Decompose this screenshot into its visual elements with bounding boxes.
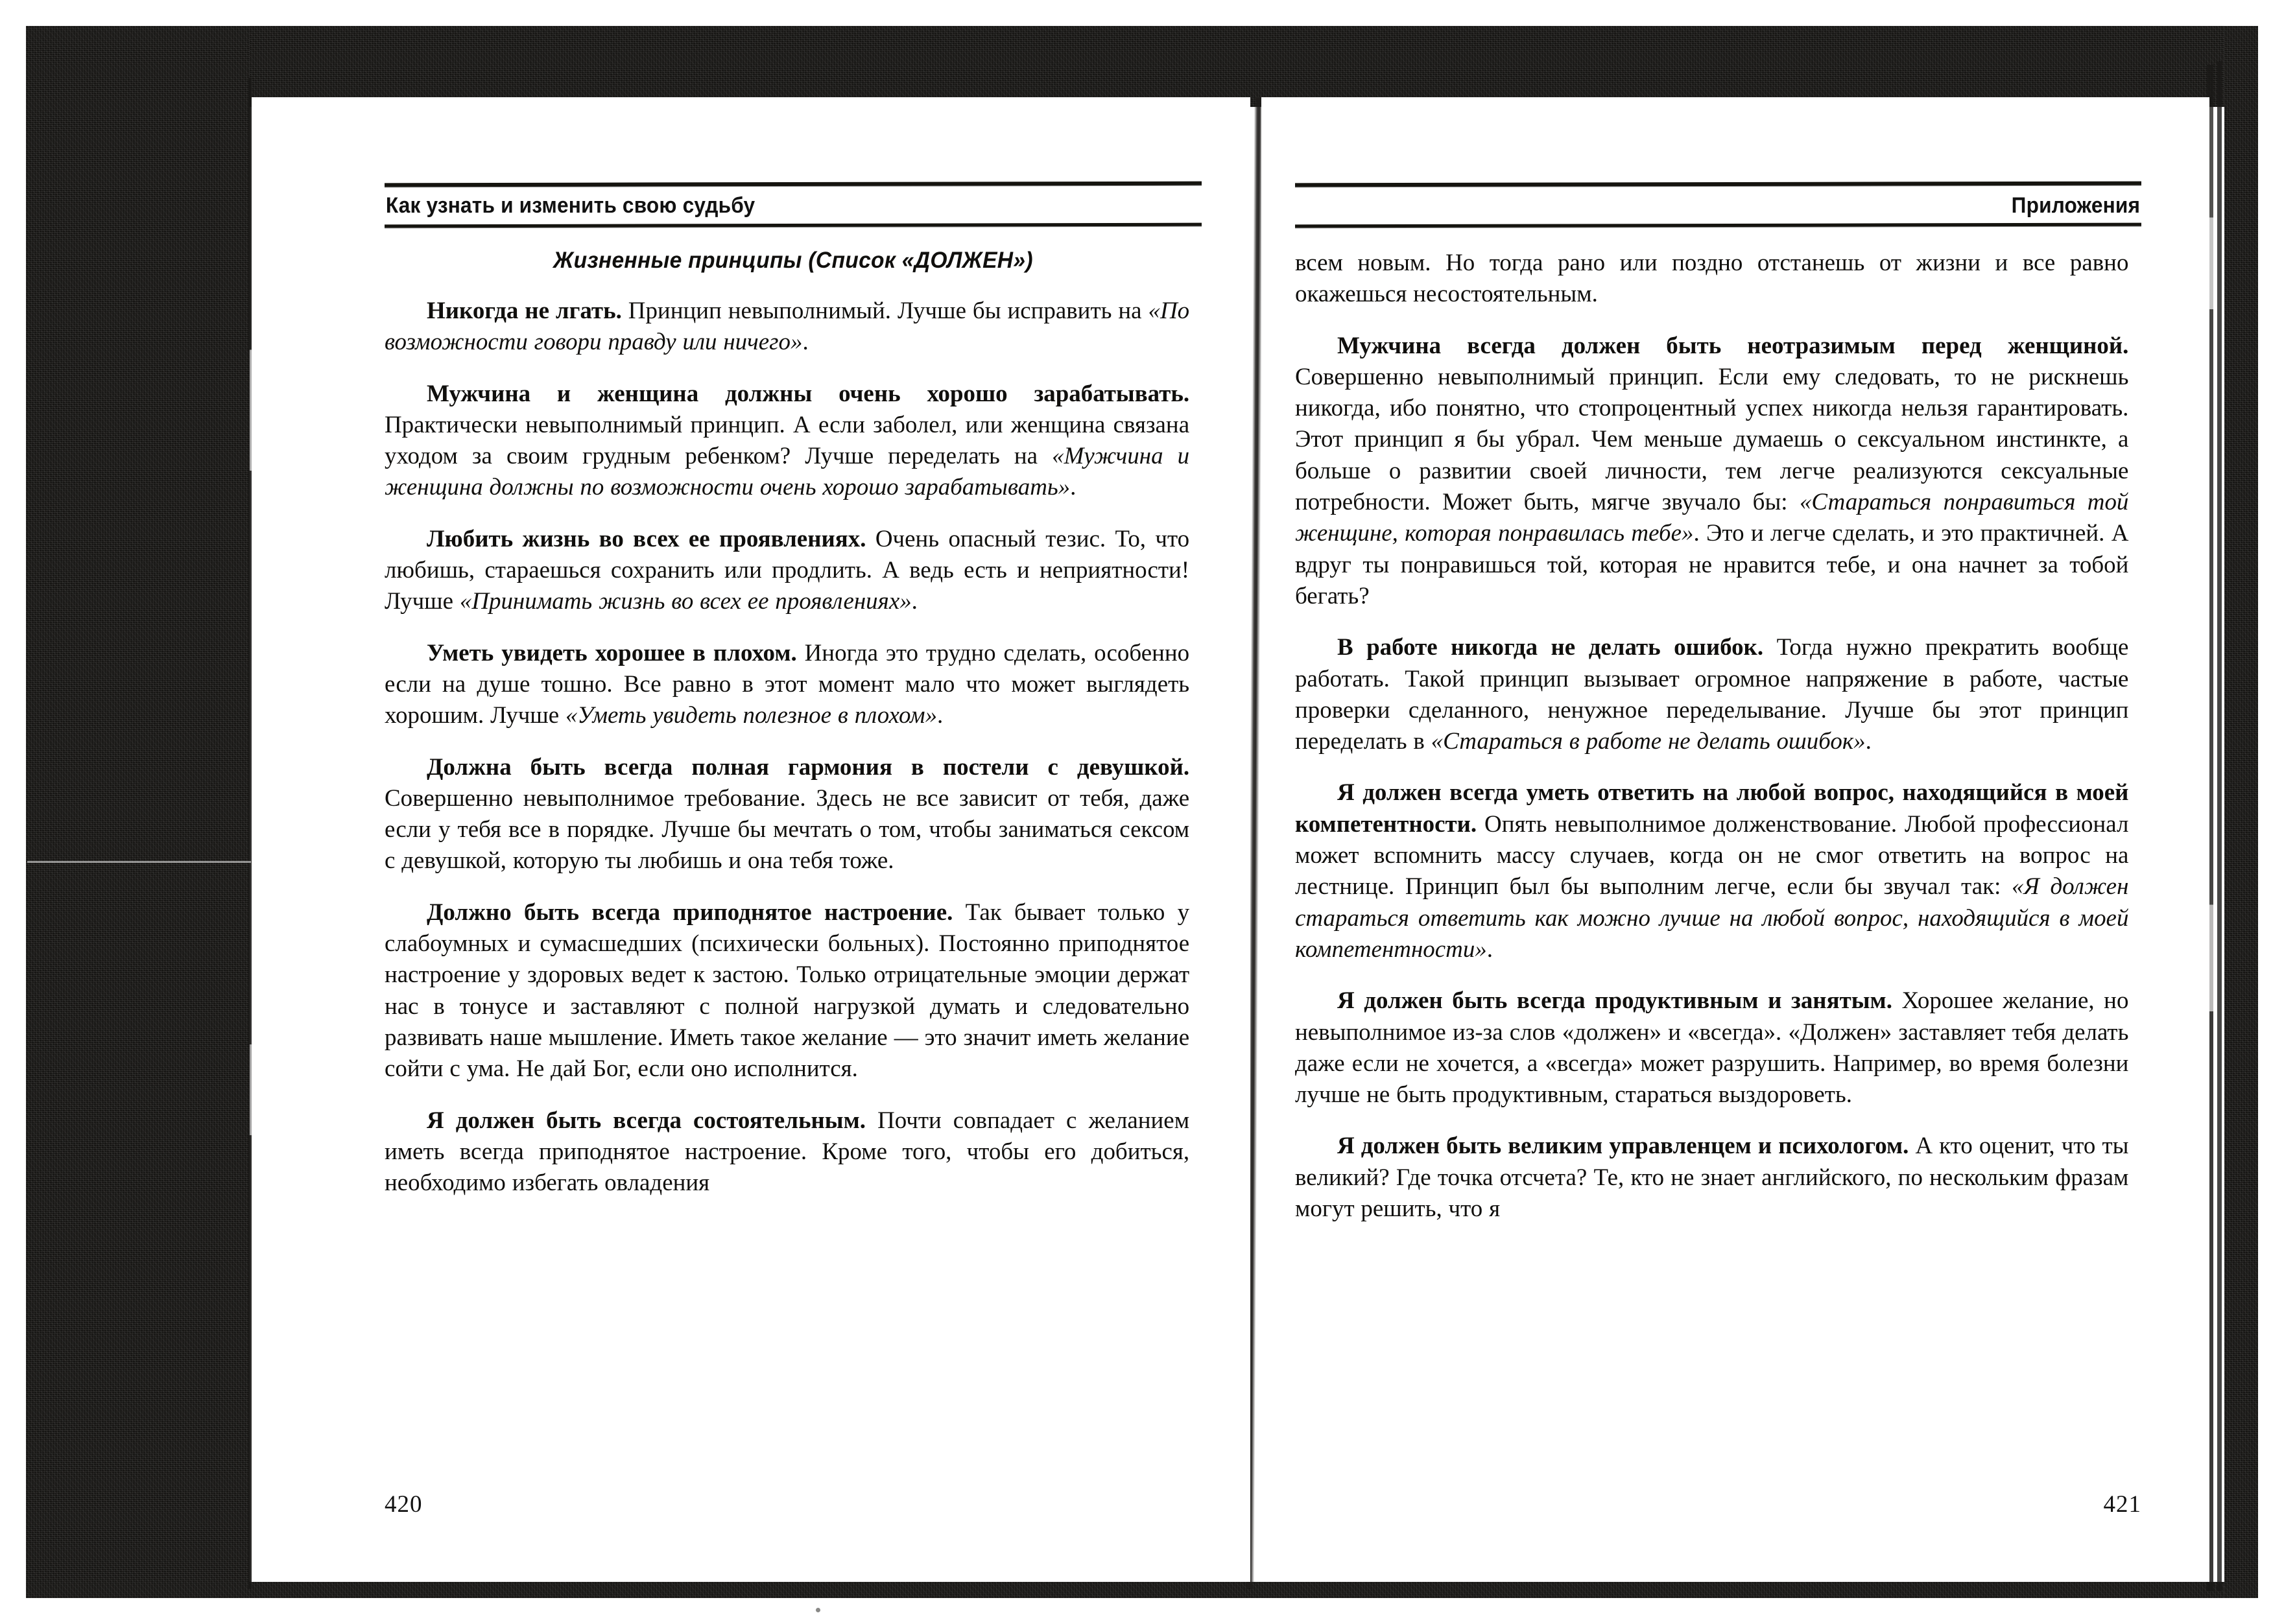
folio-left: 420 [385, 1491, 423, 1518]
paragraph [1295, 632, 2141, 757]
scan-crease-line [27, 861, 251, 863]
paragraph-lead: Уметь увидеть хорошее в плохом. [427, 639, 797, 666]
paragraph-tail: . [937, 702, 944, 729]
paragraph-lead: Мужчина всегда должен быть неотразимым перед женщиной. [1337, 332, 2129, 359]
running-head-title-left: Как узнать и изменить свою судьбу [385, 193, 755, 218]
paragraph-lead: Должна быть всегда полная гармония в постели с девушкой. [427, 753, 1190, 781]
paragraph-lead: Я должен быть всегда состоятельным. [427, 1107, 866, 1134]
paragraph [385, 638, 1202, 732]
paragraph-quote: «Я должен стараться ответить как можно лучше на любой вопрос, находящийся в моей компетентности» [1295, 873, 2129, 963]
paragraph-lead: В работе никогда не делать ошибок. [1337, 634, 1764, 661]
paragraph-body: Совершенно невыполнимый принцип. Если ему следовать, то не рискнешь никогда, ибо понятно, что стопроцентный успех никогда нельзя гарантировать. Этот принцип я бы убрал. Чем меньше думаешь о сексуальном инстинкте, а больше о развитии своей личности, тем легче реализуются сексуальные потребности. Может быть, мягче звучало бы: [1295, 363, 2129, 516]
paragraph-quote: «Мужчина и женщина должны по возможности очень хорошо зарабатывать» [385, 443, 1190, 501]
section-title: Жизненные принципы (Список «ДОЛЖЕН») [553, 248, 1033, 273]
paragraph-quote: «Уметь увидеть полезное в плохом» [565, 702, 938, 729]
paragraph [1295, 331, 2141, 613]
page-body-left [385, 248, 1202, 1199]
paragraph-lead: Должно быть всегда приподнятое настроение. [427, 899, 953, 926]
paragraph [1295, 1131, 2141, 1225]
page-right [1261, 97, 2209, 1582]
page-edge-streak-right-b [2217, 62, 2222, 1592]
paragraph-body: Так бывает только у слабоумных и сумасшедших (психически больных). Постоянно приподнятое настроение у здоровых ведет к застою. Только отрицательные эмоции держат нас в тонусе и заставляют с полной нагрузкой думать и следовательно развивать наше мышление. Иметь такое желание — это значит иметь желание сойти с ума. Не дай Бог, если оно исполнится. [385, 899, 1190, 1083]
paragraph [1295, 248, 2141, 311]
paragraph-body: Почти совпадает с желанием иметь всегда приподнятое настроение. Кроме того, чтобы его добиться, необходимо избегать овладения [385, 1107, 1190, 1197]
paragraph-body: Опять невыполнимое долженствование. Любой профессионал может вспомнить массу случаев, когда он не смог ответить на вопрос на лестнице. Принцип был бы выполним легче, если бы звучал так: [1295, 810, 2129, 900]
paragraph [1295, 777, 2141, 965]
paragraph-body: А кто оценит, что ты великий? Где точка отсчета? Те, кто не знает английского, по нескольким фразам могут решить, что я [1295, 1133, 2129, 1223]
page-body-right [1295, 248, 2141, 1225]
paragraph-quote: «Стараться в работе не делать ошибок» [1431, 728, 1866, 755]
paragraph-body: Практически невыполнимый принцип. А если заболел, или женщина связана уходом за своим грудным ребенком? Лучше переделать на [385, 411, 1190, 470]
paragraph-lead: Никогда не лгать. [427, 298, 622, 324]
paragraph [385, 296, 1202, 359]
paragraph [385, 1105, 1202, 1199]
scan-speck [816, 1608, 820, 1612]
paragraph-tail: . [1070, 474, 1077, 501]
page-left [252, 97, 1250, 1582]
folio-right: 421 [2103, 1491, 2141, 1518]
paragraph [385, 897, 1202, 1085]
paragraph [385, 752, 1202, 877]
paragraph-quote: «Стараться понравиться той женщине, которая понравилась тебе» [1295, 489, 2129, 547]
paragraph-lead: Любить жизнь во всех ее проявлениях. [427, 525, 866, 552]
paragraph-body: Иногда это трудно сделать, особенно если на душе тошно. Все равно в этот момент мало что может выглядеть хорошим. Лучше [385, 639, 1190, 729]
paragraph [385, 524, 1202, 618]
paragraph-body: Хорошее желание, но невыполнимое из-за слов «должен» и «всегда». «Должен» заставляет тебя делать даже если не хочется, а «всегда» может разрушить. Например, во время болезни лучше не быть продуктивным, стараться выздороветь. [1295, 987, 2129, 1109]
paragraph-body: всем новым. Но тогда рано или поздно отстанешь от жизни и все равно окажешься несостоятельным. [1295, 250, 2129, 308]
scan-border-bottom [26, 1582, 2224, 1598]
running-head-left [385, 182, 1202, 227]
paragraph-lead: Я должен быть всегда продуктивным и занятым. [1337, 987, 1892, 1015]
paragraph-tail: . Это и легче сделать, и это практичней. А вдруг ты понравишься той, которая не нравится тебе, и она начнет за тобой бегать? [1295, 520, 2129, 609]
paragraph [385, 379, 1202, 504]
paragraph-lead: Я должен быть великим управленцем и психологом. [1337, 1133, 1909, 1160]
paragraph-body: Совершенно невыполнимое требование. Здесь не все зависит от тебя, даже если у тебя все в порядке. Лучше бы мечтать о том, чтобы заниматься сексом с девушкой, которую ты любишь и она тебя тоже. [385, 784, 1190, 875]
paragraph-tail: . [802, 329, 809, 356]
paragraph-quote: «По возможности говори правду или ничего» [385, 298, 1190, 356]
paragraph [1295, 985, 2141, 1111]
scan-border-left [26, 26, 250, 1598]
paragraph-tail: . [1486, 936, 1493, 963]
scan-border-right [2224, 26, 2258, 1598]
paragraph-lead: Я должен всегда уметь ответить на любой вопрос, находящийся в моей компетентности. [1295, 779, 2129, 838]
running-head-right [1295, 182, 2141, 227]
paragraph-body: Принцип невыполнимый. Лучше бы исправить на [621, 298, 1148, 324]
paragraph-lead: Мужчина и женщина должны очень хорошо зарабатывать. [427, 380, 1190, 407]
paragraph-body: Очень опасный тезис. То, что любишь, стараешься сохранить или продлить. А ведь есть и неприятности! Лучше [385, 525, 1190, 615]
running-head-title-right: Приложения [2011, 193, 2141, 218]
paragraph-quote: «Принимать жизнь во всех ее проявлениях» [459, 588, 912, 615]
paragraph-body: Тогда нужно прекратить вообще работать. Такой принцип вызывает огромное напряжение в работе, частые проверки сделанного, ненужное переделывание. Лучше бы этот принцип переделать в [1295, 634, 2129, 755]
paragraph-tail: . [1865, 728, 1872, 755]
scan-border-top [26, 26, 2224, 107]
paragraph-tail: . [911, 588, 918, 615]
